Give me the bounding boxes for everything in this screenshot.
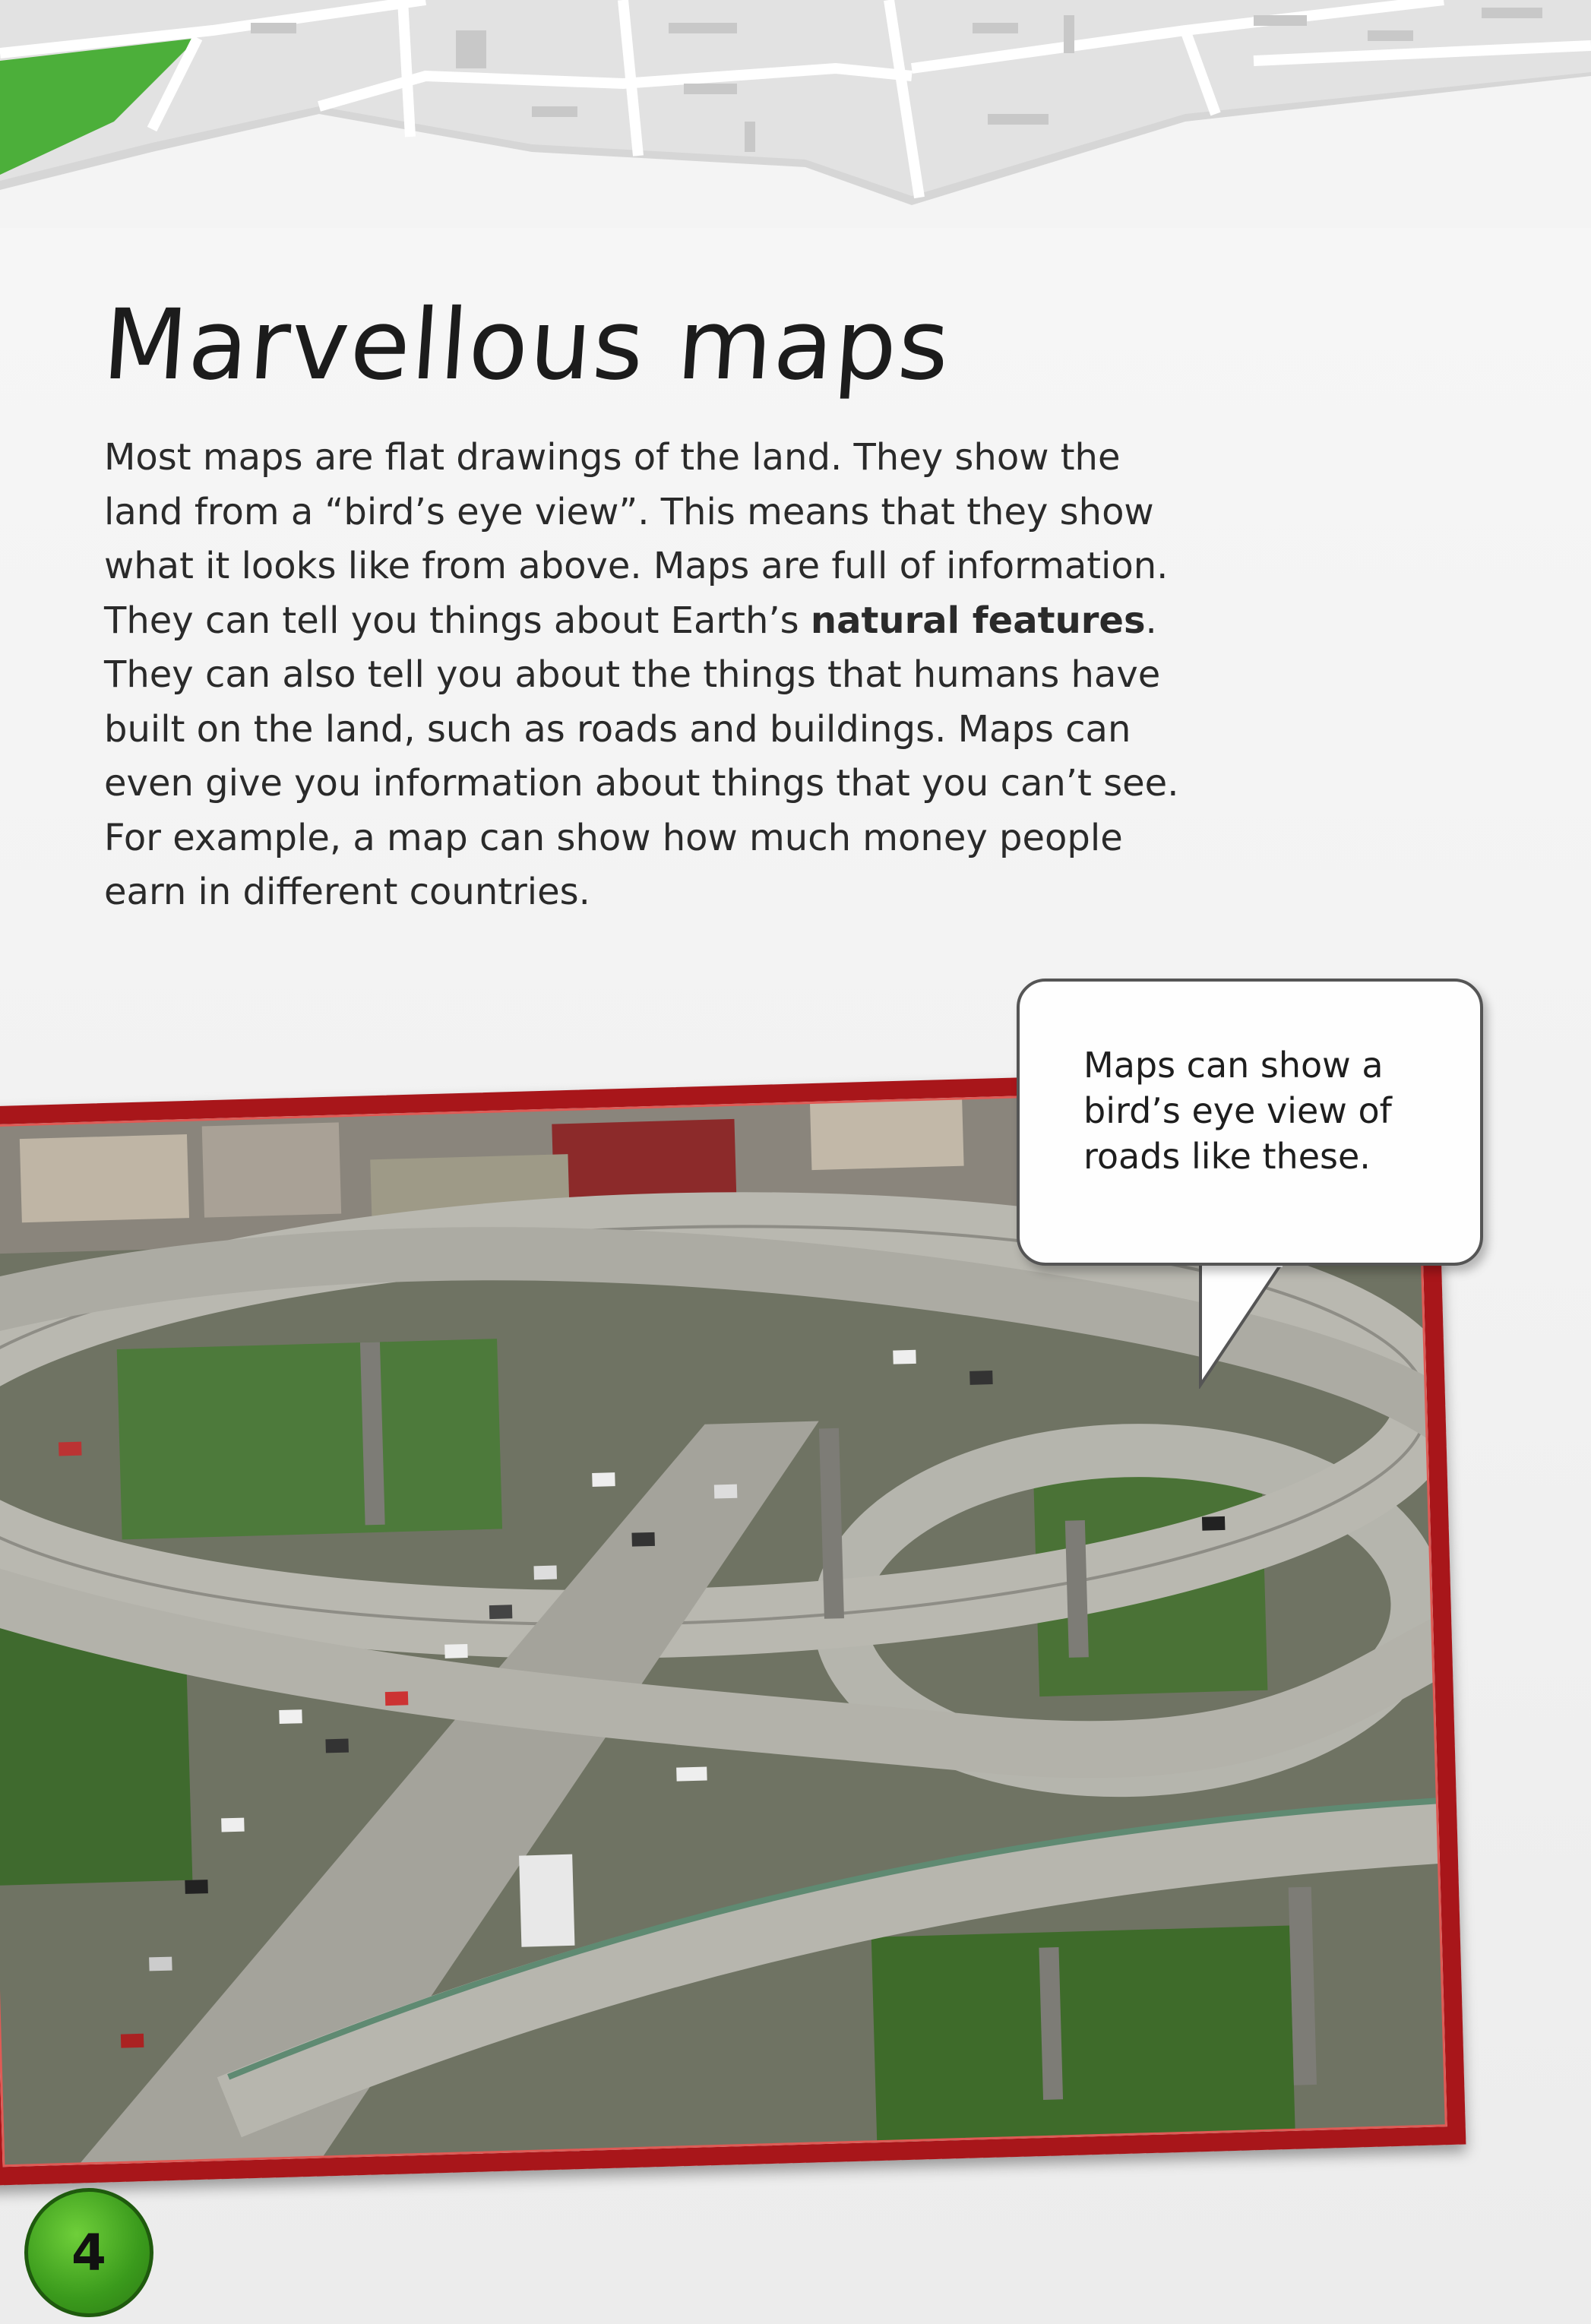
map-banner xyxy=(0,0,1591,228)
speech-bubble-text: Maps can show a bird’s eye view of roads like these. xyxy=(1083,1045,1392,1177)
speech-bubble-tail xyxy=(1193,1260,1299,1389)
body-text-part-2: . They can also tell you about the things that humans have built on the land, such as roads and buildings. Maps can even give you information about things that you can’t see. For example, a map can show how much money people earn in different countries. xyxy=(104,599,1179,913)
page-number-badge: 4 xyxy=(24,2188,153,2317)
body-text-bold-term: natural features xyxy=(810,599,1146,642)
body-text-part-1: Most maps are flat drawings of the land. They show the land from a “bird’s eye view”. This means that they show what it looks like from above. Maps are full of information. They can tell you things about Earth’s xyxy=(104,436,1169,642)
body-paragraph xyxy=(104,431,1198,920)
page-title: Marvellous maps xyxy=(99,289,955,402)
speech-bubble xyxy=(1017,979,1483,1266)
